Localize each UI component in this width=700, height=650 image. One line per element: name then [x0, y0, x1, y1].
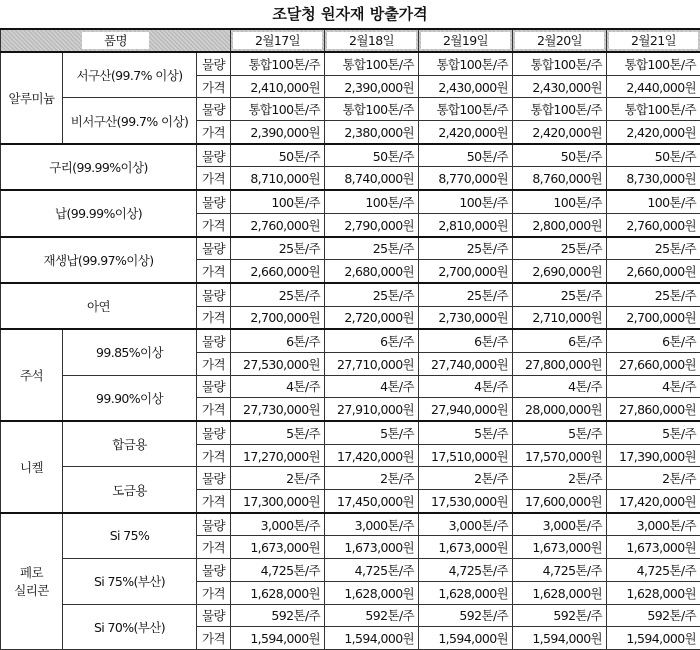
- table-row: [1, 52, 700, 75]
- price-value: 2,440,000원: [607, 75, 700, 98]
- price-value: 17,390,000원: [607, 444, 700, 467]
- price-label: 가격: [197, 121, 231, 144]
- price-label: 가격: [197, 75, 231, 98]
- qty-value: 592톤/주: [607, 604, 700, 627]
- price-value: 27,530,000원: [231, 352, 325, 375]
- qty-value: 25톤/주: [607, 237, 700, 260]
- price-value: 1,628,000원: [513, 581, 607, 604]
- qty-value: 2톤/주: [419, 467, 513, 490]
- sub-item-label: 서구산(99.7% 이상): [63, 52, 197, 98]
- qty-value: 50톤/주: [325, 144, 419, 167]
- price-value: 27,740,000원: [419, 352, 513, 375]
- qty-value: 통합100톤/주: [419, 52, 513, 75]
- price-value: 2,390,000원: [325, 75, 419, 98]
- price-value: 1,628,000원: [325, 581, 419, 604]
- price-value: 17,600,000원: [513, 490, 607, 513]
- price-value: 1,594,000원: [231, 627, 325, 650]
- qty-value: 통합100톤/주: [231, 52, 325, 75]
- qty-value: 50톤/주: [419, 144, 513, 167]
- qty-value: 50톤/주: [513, 144, 607, 167]
- qty-value: 5톤/주: [231, 421, 325, 444]
- price-label: 가격: [197, 260, 231, 283]
- qty-label: 물량: [197, 559, 231, 582]
- price-value: 2,430,000원: [419, 75, 513, 98]
- qty-value: 3,000톤/주: [325, 513, 419, 536]
- qty-value: 25톤/주: [419, 237, 513, 260]
- price-value: 2,380,000원: [325, 121, 419, 144]
- qty-value: 2톤/주: [513, 467, 607, 490]
- price-value: 2,690,000원: [513, 260, 607, 283]
- qty-value: 4,725톤/주: [419, 559, 513, 582]
- qty-value: 통합100톤/주: [513, 52, 607, 75]
- qty-label: 물량: [197, 237, 231, 260]
- price-value: 2,710,000원: [513, 306, 607, 329]
- qty-value: 100톤/주: [231, 190, 325, 213]
- price-value: 1,673,000원: [419, 536, 513, 559]
- qty-label: 물량: [197, 144, 231, 167]
- qty-label: 물량: [197, 329, 231, 352]
- qty-value: 5톤/주: [607, 421, 700, 444]
- price-value: 1,628,000원: [231, 581, 325, 604]
- page-title: 조달청 원자재 방출가격: [0, 0, 700, 28]
- qty-value: 통합100톤/주: [607, 98, 700, 121]
- price-value: 27,710,000원: [325, 352, 419, 375]
- price-value: 2,700,000원: [231, 306, 325, 329]
- header-date: 2월21일: [607, 29, 700, 52]
- qty-value: 4,725톤/주: [513, 559, 607, 582]
- price-value: 17,420,000원: [325, 444, 419, 467]
- price-value: 27,660,000원: [607, 352, 700, 375]
- sub-item-label: Si 70%(부산): [63, 604, 197, 649]
- header-date: 2월20일: [513, 29, 607, 52]
- item-label: 납(99.99%이상): [1, 190, 197, 236]
- price-value: 1,673,000원: [513, 536, 607, 559]
- header-date: 2월17일: [231, 29, 325, 52]
- price-value: 1,594,000원: [419, 627, 513, 650]
- qty-label: 물량: [197, 604, 231, 627]
- price-value: 2,430,000원: [513, 75, 607, 98]
- qty-value: 3,000톤/주: [513, 513, 607, 536]
- qty-value: 2톤/주: [325, 467, 419, 490]
- qty-value: 592톤/주: [419, 604, 513, 627]
- qty-value: 통합100톤/주: [513, 98, 607, 121]
- qty-value: 100톤/주: [325, 190, 419, 213]
- table-row: [1, 375, 700, 398]
- header-date: 2월18일: [325, 29, 419, 52]
- table-row: [1, 190, 700, 213]
- qty-value: 6톤/주: [607, 329, 700, 352]
- price-value: 1,628,000원: [607, 581, 700, 604]
- header-item-label: 품명: [82, 32, 149, 49]
- qty-value: 4,725톤/주: [231, 559, 325, 582]
- qty-value: 592톤/주: [325, 604, 419, 627]
- header-date: 2월19일: [419, 29, 513, 52]
- group-label: 알루미늄: [1, 52, 63, 144]
- price-value: 2,420,000원: [513, 121, 607, 144]
- qty-value: 25톤/주: [231, 237, 325, 260]
- qty-value: 4톤/주: [419, 375, 513, 398]
- price-value: 1,673,000원: [325, 536, 419, 559]
- group-label-line: 페로: [20, 565, 43, 580]
- item-label: 아연: [1, 283, 197, 329]
- price-value: 1,594,000원: [607, 627, 700, 650]
- qty-value: 6톤/주: [513, 329, 607, 352]
- qty-value: 50톤/주: [607, 144, 700, 167]
- price-label: 가격: [197, 398, 231, 421]
- sub-item-label: 합금용: [63, 421, 197, 467]
- qty-value: 6톤/주: [419, 329, 513, 352]
- price-label: 가격: [197, 490, 231, 513]
- price-value: 2,390,000원: [231, 121, 325, 144]
- qty-value: 5톤/주: [513, 421, 607, 444]
- qty-value: 3,000톤/주: [419, 513, 513, 536]
- table-row: [1, 513, 700, 536]
- qty-value: 592톤/주: [513, 604, 607, 627]
- qty-value: 4톤/주: [231, 375, 325, 398]
- qty-value: 4,725톤/주: [325, 559, 419, 582]
- qty-value: 6톤/주: [231, 329, 325, 352]
- sub-item-label: 99.90%이상: [63, 375, 197, 421]
- table-row: [1, 467, 700, 490]
- price-value: 8,770,000원: [419, 167, 513, 190]
- price-value: 2,730,000원: [419, 306, 513, 329]
- group-label-line: 실리콘: [14, 583, 48, 598]
- price-value: 27,730,000원: [231, 398, 325, 421]
- price-value: 2,420,000원: [419, 121, 513, 144]
- price-table: [0, 28, 700, 650]
- price-value: 17,300,000원: [231, 490, 325, 513]
- price-value: 17,270,000원: [231, 444, 325, 467]
- price-label: 가격: [197, 536, 231, 559]
- price-value: 2,660,000원: [231, 260, 325, 283]
- table-row: [1, 421, 700, 444]
- qty-value: 5톤/주: [419, 421, 513, 444]
- price-value: 2,420,000원: [607, 121, 700, 144]
- qty-value: 25톤/주: [513, 283, 607, 306]
- price-value: 27,860,000원: [607, 398, 700, 421]
- price-value: 2,810,000원: [419, 213, 513, 236]
- price-value: 17,450,000원: [325, 490, 419, 513]
- price-value: 1,628,000원: [419, 581, 513, 604]
- group-label: 주석: [1, 329, 63, 421]
- qty-value: 2톤/주: [607, 467, 700, 490]
- price-value: 1,594,000원: [325, 627, 419, 650]
- price-value: 1,594,000원: [513, 627, 607, 650]
- qty-value: 25톤/주: [607, 283, 700, 306]
- sub-item-label: 도금용: [63, 467, 197, 513]
- qty-value: 25톤/주: [419, 283, 513, 306]
- table-row: [1, 237, 700, 260]
- qty-label: 물량: [197, 52, 231, 75]
- sub-item-label: Si 75%(부산): [63, 559, 197, 604]
- group-label: [1, 513, 63, 650]
- price-label: 가격: [197, 581, 231, 604]
- price-value: 2,660,000원: [607, 260, 700, 283]
- qty-value: 592톤/주: [231, 604, 325, 627]
- price-value: 1,673,000원: [607, 536, 700, 559]
- qty-label: 물량: [197, 98, 231, 121]
- price-value: 8,760,000원: [513, 167, 607, 190]
- price-value: 17,420,000원: [607, 490, 700, 513]
- price-value: 2,760,000원: [607, 213, 700, 236]
- qty-value: 통합100톤/주: [419, 98, 513, 121]
- price-label: 가격: [197, 444, 231, 467]
- table-row: [1, 144, 700, 167]
- qty-label: 물량: [197, 513, 231, 536]
- price-label: 가격: [197, 213, 231, 236]
- sub-item-label: 99.85%이상: [63, 329, 197, 375]
- qty-value: 25톤/주: [231, 283, 325, 306]
- qty-value: 통합100톤/주: [325, 52, 419, 75]
- price-value: 27,800,000원: [513, 352, 607, 375]
- price-value: 2,800,000원: [513, 213, 607, 236]
- price-value: 27,910,000원: [325, 398, 419, 421]
- qty-value: 4톤/주: [607, 375, 700, 398]
- price-value: 8,740,000원: [325, 167, 419, 190]
- table-row: [1, 283, 700, 306]
- price-value: 2,700,000원: [607, 306, 700, 329]
- sub-item-label: Si 75%: [63, 513, 197, 559]
- qty-value: 100톤/주: [513, 190, 607, 213]
- qty-value: 4,725톤/주: [607, 559, 700, 582]
- price-value: 2,700,000원: [419, 260, 513, 283]
- price-value: 28,000,000원: [513, 398, 607, 421]
- qty-value: 50톤/주: [231, 144, 325, 167]
- qty-value: 통합100톤/주: [231, 98, 325, 121]
- qty-value: 통합100톤/주: [607, 52, 700, 75]
- table-row: [1, 604, 700, 627]
- qty-value: 25톤/주: [513, 237, 607, 260]
- header-item: [1, 29, 231, 52]
- qty-value: 3,000톤/주: [607, 513, 700, 536]
- price-value: 2,790,000원: [325, 213, 419, 236]
- price-value: 2,760,000원: [231, 213, 325, 236]
- price-value: 8,710,000원: [231, 167, 325, 190]
- price-value: 1,673,000원: [231, 536, 325, 559]
- price-label: 가격: [197, 352, 231, 375]
- qty-value: 25톤/주: [325, 283, 419, 306]
- item-label: 재생납(99.97%이상): [1, 237, 197, 283]
- price-value: 17,510,000원: [419, 444, 513, 467]
- sub-item-label: 비서구산(99.7% 이상): [63, 98, 197, 144]
- table-row: [1, 98, 700, 121]
- qty-value: 4톤/주: [325, 375, 419, 398]
- price-value: 27,940,000원: [419, 398, 513, 421]
- price-value: 2,410,000원: [231, 75, 325, 98]
- price-value: 2,720,000원: [325, 306, 419, 329]
- price-label: 가격: [197, 627, 231, 650]
- table-row: [1, 329, 700, 352]
- qty-value: 6톤/주: [325, 329, 419, 352]
- qty-value: 3,000톤/주: [231, 513, 325, 536]
- qty-value: 25톤/주: [325, 237, 419, 260]
- qty-value: 5톤/주: [325, 421, 419, 444]
- group-label: 니켈: [1, 421, 63, 513]
- item-label: 구리(99.99%이상): [1, 144, 197, 190]
- qty-value: 100톤/주: [419, 190, 513, 213]
- price-value: 17,570,000원: [513, 444, 607, 467]
- qty-value: 4톤/주: [513, 375, 607, 398]
- qty-label: 물량: [197, 375, 231, 398]
- price-label: 가격: [197, 306, 231, 329]
- qty-label: 물량: [197, 190, 231, 213]
- price-value: 8,730,000원: [607, 167, 700, 190]
- table-row: [1, 559, 700, 582]
- price-value: 17,530,000원: [419, 490, 513, 513]
- qty-value: 통합100톤/주: [325, 98, 419, 121]
- price-value: 2,680,000원: [325, 260, 419, 283]
- qty-label: 물량: [197, 467, 231, 490]
- qty-value: 100톤/주: [607, 190, 700, 213]
- qty-label: 물량: [197, 283, 231, 306]
- price-label: 가격: [197, 167, 231, 190]
- qty-value: 2톤/주: [231, 467, 325, 490]
- qty-label: 물량: [197, 421, 231, 444]
- header-row: [1, 29, 700, 52]
